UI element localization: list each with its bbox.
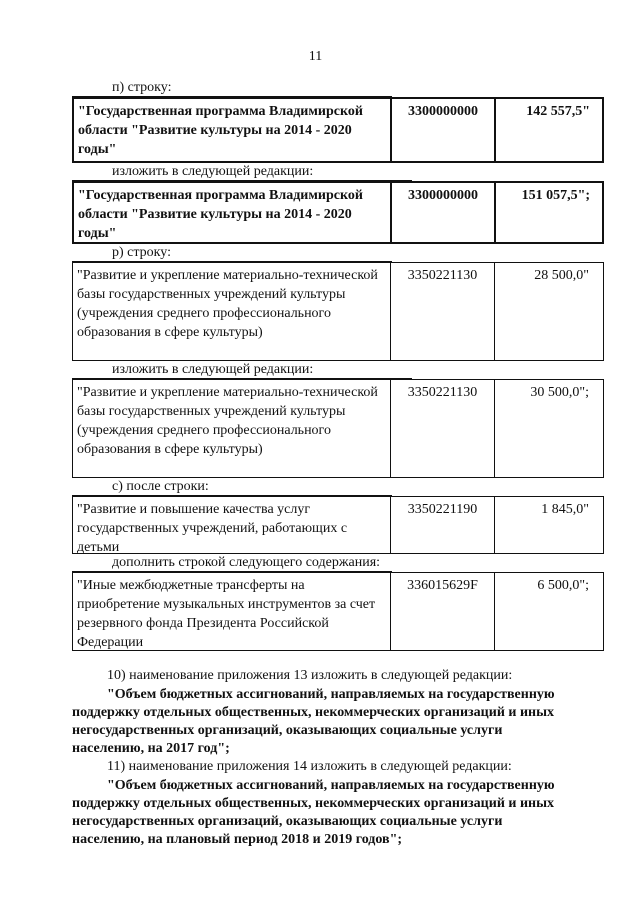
row-name: "Развитие и укрепление материально-технической базы государственных учреждений культуры (учреждения среднего профессионального образования в сфере культуры)	[73, 263, 391, 360]
paragraph-10: 10) наименование приложения 13 изложить в следующей редакции:	[107, 668, 513, 683]
caption-p-replace: изложить в следующей редакции:	[72, 163, 412, 181]
table-row-program-new	[72, 181, 604, 244]
quote-11	[72, 777, 592, 849]
row-code: 3300000000	[392, 183, 496, 242]
quote-line: поддержку отдельных общественных, некоммерческих организаций и иных	[72, 705, 555, 720]
table-row-children-services	[72, 496, 604, 554]
row-value: 28 500,0"	[534, 268, 589, 283]
caption-s-add: дополнить строкой следующего содержания:	[72, 554, 392, 572]
row-name: "Иные межбюджетные трансферты на приобретение музыкальных инструментов за счет резервного фонда Президента Российской Федерации	[73, 573, 391, 650]
row-code: 3350221190	[391, 497, 495, 553]
row-value: 30 500,0";	[530, 385, 589, 400]
quote-line: "Объем бюджетных ассигнований, направляемых на государственную	[107, 778, 555, 793]
paragraph-11: 11) наименование приложения 14 изложить в следующей редакции:	[107, 759, 512, 774]
row-code: 3350221130	[391, 380, 495, 477]
row-name: "Государственная программа Владимирской области "Развитие культуры на 2014 - 2020 годы"	[74, 183, 392, 242]
row-value: 151 057,5";	[521, 188, 590, 203]
quote-line: поддержку отдельных общественных, некоммерческих организаций и иных	[72, 796, 555, 811]
row-name: "Государственная программа Владимирской области "Развитие культуры на 2014 - 2020 годы"	[74, 99, 392, 161]
page-number: 11	[308, 49, 323, 64]
table-row-musical-instruments	[72, 572, 604, 651]
caption-r: р) строку:	[72, 244, 392, 262]
quote-line: "Объем бюджетных ассигнований, направляемых на государственную	[107, 687, 555, 702]
table-row-culture-base-new	[72, 379, 604, 478]
row-value: 6 500,0";	[537, 578, 589, 593]
row-name: "Развитие и повышение качества услуг государственных учреждений, работающих с детьми	[73, 497, 391, 553]
caption-p: п) строку:	[72, 79, 392, 97]
quote-line: негосударственных организаций, оказывающих социальные услуги	[72, 723, 503, 738]
quote-line: негосударственных организаций, оказывающих социальные услуги	[72, 814, 503, 829]
quote-10	[72, 686, 592, 758]
row-name: "Развитие и укрепление материально-технической базы государственных учреждений культуры (учреждения среднего профессионального образования в сфере культуры)	[73, 380, 391, 477]
caption-r-replace: изложить в следующей редакции:	[72, 361, 412, 379]
quote-line: населению, на плановый период 2018 и 2019 годов";	[72, 832, 403, 847]
table-row-program-old	[72, 97, 604, 163]
row-value: 142 557,5"	[526, 104, 590, 119]
row-value: 1 845,0"	[541, 502, 589, 517]
table-row-culture-base-old	[72, 262, 604, 361]
caption-s: с) после строки:	[72, 478, 392, 496]
row-code: 336015629F	[391, 573, 495, 650]
row-code: 3300000000	[392, 99, 496, 161]
quote-line: населению, на 2017 год";	[72, 741, 230, 756]
row-code: 3350221130	[391, 263, 495, 360]
